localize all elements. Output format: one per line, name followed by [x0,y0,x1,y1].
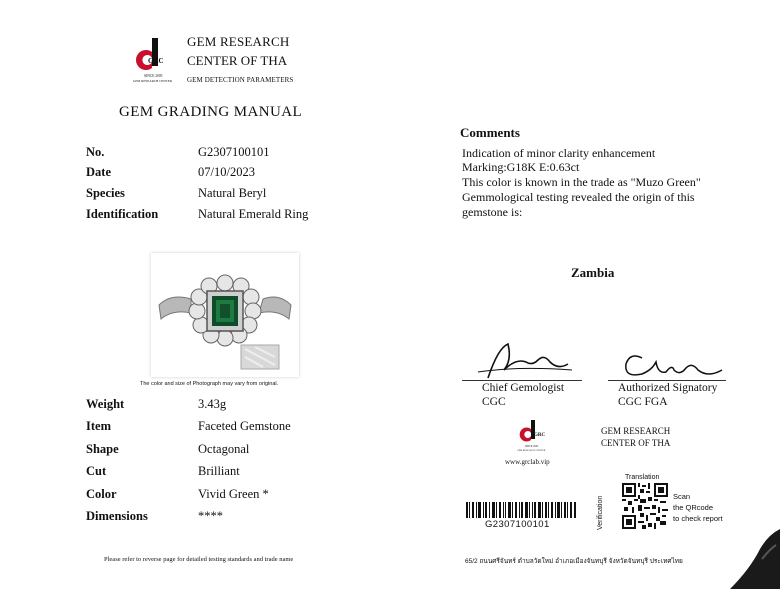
reverse-page-note: Please refer to reverse page for detailed testing standards and trade name [104,556,294,563]
org-name-line1: GEM RESEARCH [187,34,290,49]
comment-line: Marking:G18K E:0.63ct [462,160,580,174]
field-label-color: Color [86,487,117,501]
comment-line: Indication of minor clarity enhancement [462,146,656,160]
field-label-identification: Identification [86,207,159,221]
verification-label [597,480,609,530]
scan-line: Scan [673,492,691,501]
field-value-date: 07/10/2023 [198,165,255,179]
qr-code[interactable] [622,483,668,529]
field-value-cut: Brilliant [198,464,240,478]
verification-text: Verification [597,495,604,530]
grc-logo-small [514,418,550,454]
photo-caption: The color and size of Photograph may vary from original. [140,381,279,387]
logo-small-center: GEM RESEARCH CENTER [517,449,546,452]
chief-gemologist-signature [468,340,578,382]
translation-label: Translation [625,474,660,481]
field-label-weight: Weight [86,397,125,411]
field-label-item: Item [86,419,111,433]
field-label-dimensions: Dimensions [86,509,148,523]
signature-line-left [462,380,582,381]
org-subtitle: GEM DETECTION PARAMETERS [187,76,294,84]
field-value-weight: 3.43g [198,397,227,411]
comments-title: Comments [460,125,520,140]
logo-small-since: SINCE 2005 [525,445,539,448]
field-value-shape: Octagonal [198,442,250,456]
logo-initials: GRC [148,57,164,65]
manual-title: GEM GRADING MANUAL [119,104,303,120]
org-name-line2: CENTER OF THA [187,53,288,68]
authorized-signatory-title: Authorized Signatory [618,382,718,394]
field-value-item: Faceted Gemstone [198,419,291,433]
website-url: www.grclab.vip [505,458,550,466]
lab-address: 65/2 ถนนศรีจันทร์ ตำบลวัดใหม่ อำเภอเมืองจันทบุรี จังหวัดจันทบุรี ประเทศไทย [465,558,683,565]
field-value-species: Natural Beryl [198,186,267,200]
field-value-no: G2307100101 [198,145,270,159]
comment-line: gemstone is: [462,205,523,219]
field-label-species: Species [86,186,125,200]
logo-center: GEM RESEARCH CENTER [133,79,173,83]
chief-gemologist-title: Chief Gemologist [482,382,565,394]
field-value-identification: Natural Emerald Ring [198,207,309,221]
field-label-date: Date [86,165,111,179]
field-value-color: Vivid Green * [198,487,269,501]
footer-org-line2: CENTER OF THA [601,438,671,448]
field-label-no: No. [86,145,105,159]
logo-small-initials: GRC [534,433,546,438]
gem-photo [151,253,299,377]
origin-country: Zambia [571,265,615,280]
barcode-number: G2307100101 [485,519,550,530]
authorized-signatory-org: CGC FGA [618,396,668,408]
barcode [466,502,576,518]
scan-line: to check report [673,514,723,523]
field-label-shape: Shape [86,442,119,456]
comment-line: Gemmological testing revealed the origin of this [462,190,695,204]
grc-logo [128,36,180,88]
field-label-cut: Cut [86,464,107,478]
field-value-dimensions: **** [198,509,223,523]
shadow-corner [710,519,780,589]
authorized-signatory-signature [612,344,732,384]
comment-line: This color is known in the trade as "Muzo Green" [462,175,701,189]
chief-gemologist-org: CGC [482,396,506,408]
scan-line: the QRcode [673,503,714,512]
signature-line-right [608,380,726,381]
footer-org-line1: GEM RESEARCH [601,426,671,436]
logo-since: SINCE 2005 [144,74,163,78]
